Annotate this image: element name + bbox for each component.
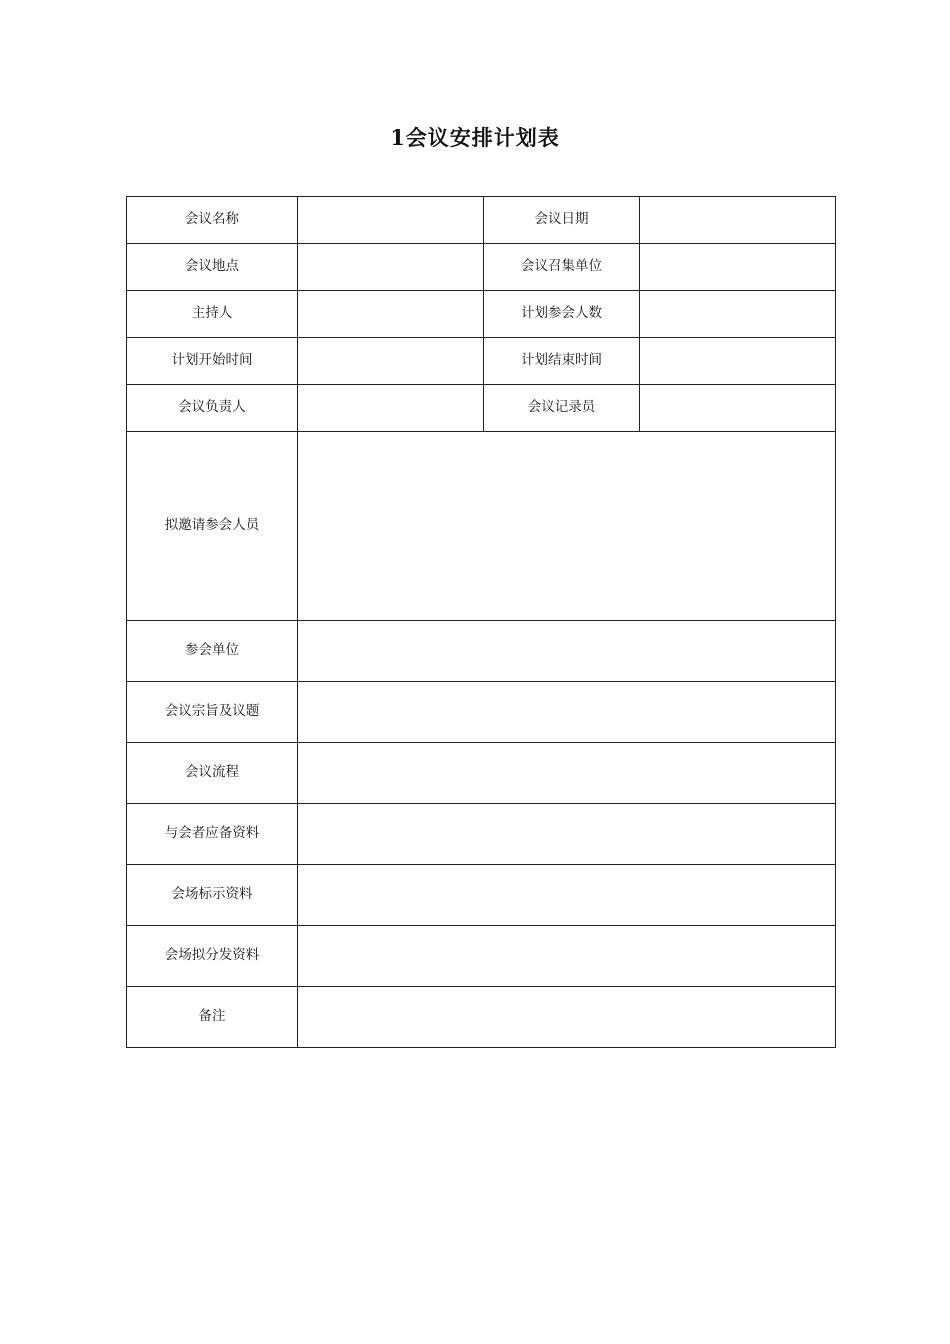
attendee-materials-field[interactable]	[298, 804, 836, 865]
table-row	[127, 291, 836, 338]
table-row	[127, 197, 836, 244]
planned-start-time-label: 计划开始时间	[127, 338, 298, 385]
recorder-label: 会议记录员	[484, 385, 640, 432]
meeting-date-label: 会议日期	[484, 197, 640, 244]
meeting-location-field[interactable]	[298, 244, 484, 291]
invited-attendees-field[interactable]	[298, 432, 836, 621]
venue-handout-materials-label: 会场拟分发资料	[127, 926, 298, 987]
invited-attendees-label: 拟邀请参会人员	[127, 432, 298, 621]
venue-signage-materials-label: 会场标示资料	[127, 865, 298, 926]
host-field[interactable]	[298, 291, 484, 338]
convening-unit-field[interactable]	[640, 244, 836, 291]
table-row	[127, 338, 836, 385]
meeting-name-label: 会议名称	[127, 197, 298, 244]
table-row	[127, 865, 836, 926]
remarks-field[interactable]	[298, 987, 836, 1048]
table-row	[127, 385, 836, 432]
meeting-date-field[interactable]	[640, 197, 836, 244]
table-row	[127, 926, 836, 987]
planned-end-time-field[interactable]	[640, 338, 836, 385]
planned-end-time-label: 计划结束时间	[484, 338, 640, 385]
table-row	[127, 804, 836, 865]
attendee-materials-label: 与会者应备资料	[127, 804, 298, 865]
remarks-label: 备注	[127, 987, 298, 1048]
table-row	[127, 621, 836, 682]
purpose-and-topics-label: 会议宗旨及议题	[127, 682, 298, 743]
venue-signage-materials-field[interactable]	[298, 865, 836, 926]
meeting-plan-table	[126, 196, 836, 1048]
attending-units-field[interactable]	[298, 621, 836, 682]
table-row	[127, 743, 836, 804]
convening-unit-label: 会议召集单位	[484, 244, 640, 291]
recorder-field[interactable]	[640, 385, 836, 432]
planned-attendee-count-label: 计划参会人数	[484, 291, 640, 338]
page-title: 1会议安排计划表	[390, 125, 560, 150]
meeting-location-label: 会议地点	[127, 244, 298, 291]
host-label: 主持人	[127, 291, 298, 338]
table-row	[127, 682, 836, 743]
meeting-process-label: 会议流程	[127, 743, 298, 804]
planned-attendee-count-field[interactable]	[640, 291, 836, 338]
person-in-charge-field[interactable]	[298, 385, 484, 432]
planned-start-time-field[interactable]	[298, 338, 484, 385]
meeting-name-field[interactable]	[298, 197, 484, 244]
attending-units-label: 参会单位	[127, 621, 298, 682]
meeting-process-field[interactable]	[298, 743, 836, 804]
table-row	[127, 432, 836, 621]
table-row	[127, 244, 836, 291]
person-in-charge-label: 会议负责人	[127, 385, 298, 432]
venue-handout-materials-field[interactable]	[298, 926, 836, 987]
purpose-and-topics-field[interactable]	[298, 682, 836, 743]
table-row	[127, 987, 836, 1048]
